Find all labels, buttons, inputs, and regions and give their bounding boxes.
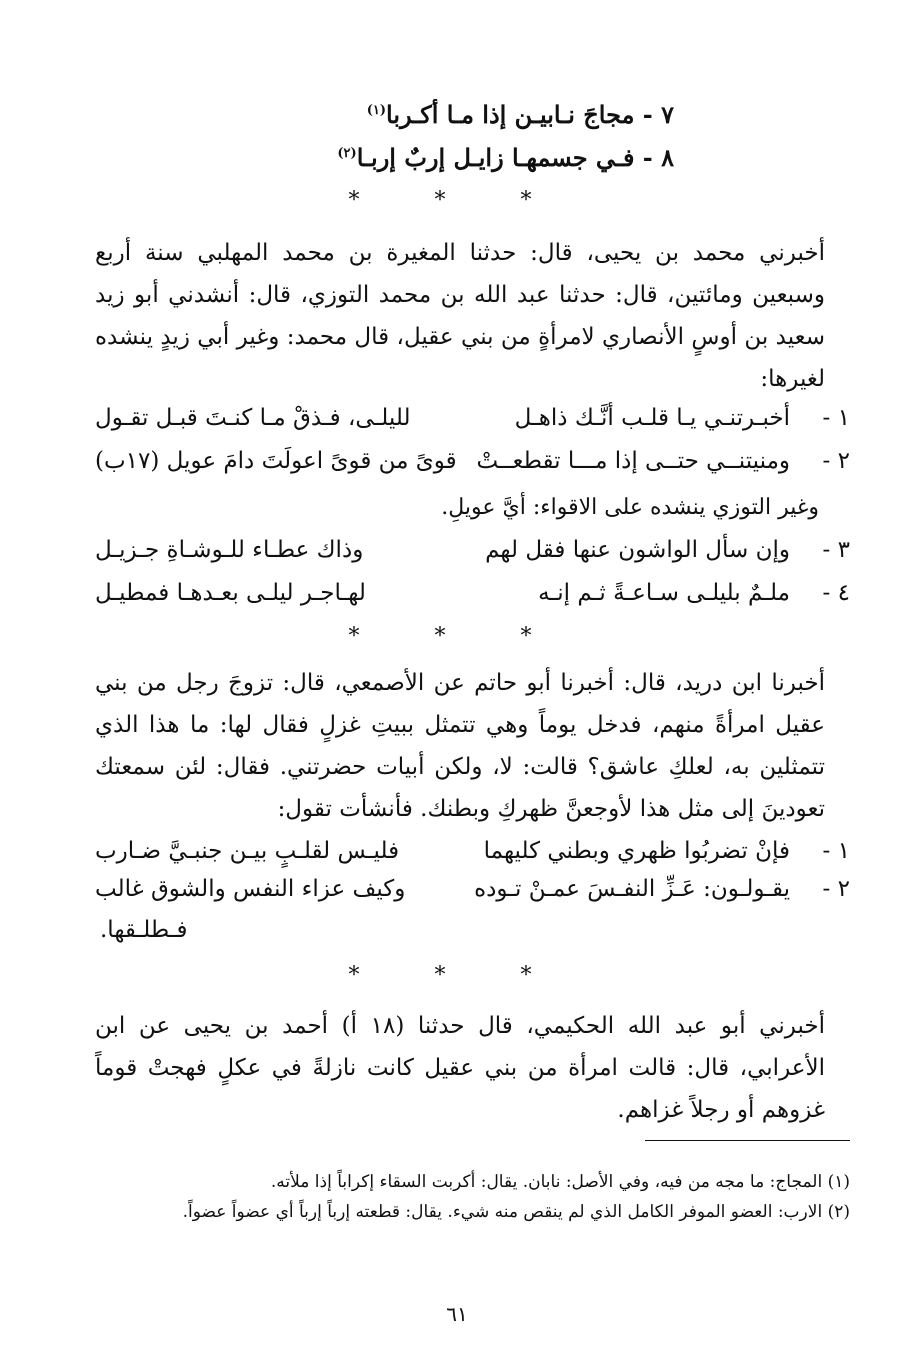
second-hemistich: فليـس لقلـبٍ بيـن جنبـيَّ ضـارب	[95, 838, 400, 864]
poem2-tail: فـطلـقها.	[100, 917, 188, 943]
second-hemistich: وذاك عطـاء للـوشـاةِ جـزيـل	[95, 537, 364, 563]
verse-text: فـي جسمهـا زايـل إربٌ إربـا	[356, 143, 635, 172]
footnote-ref: (١)	[366, 103, 387, 118]
verse-number: ٨ -	[642, 143, 674, 172]
first-hemistich: أخبـرتنـي يـا قلـب أنَّـك ذاهـل	[514, 405, 790, 431]
poem1-verse-2	[95, 448, 850, 488]
second-hemistich: لهـاجـر ليلـى بعـدهـا فمطيـل	[95, 580, 366, 606]
verse-text: مجاجَ نـابيـن إذا مـا أكـربا	[386, 100, 635, 129]
verse-number: ٣ -	[822, 537, 850, 563]
section-separator: * * *	[348, 624, 566, 649]
paragraph-3: أخبرني أبو عبد الله الحكيمي، قال حدثنا (١٨ أ) أحمد بن يحيى عن ابن الأعرابي، قال: قالت امرأة من بني عقيل كانت نازلةً في عكلٍ فهجتْ قوماً غزوهم أو رجلاً غزاهم.	[95, 1013, 825, 1123]
first-hemistich: وإن سأل الواشون عنها فقل لهم	[485, 537, 790, 563]
verse-number: ٢ -	[822, 876, 850, 902]
second-hemistich: وكيف عزاء النفس والشوق غالب	[95, 876, 406, 902]
section-separator: * * *	[348, 963, 566, 988]
verse-number: ٤ -	[822, 580, 850, 606]
footnote-ref: (٢)	[337, 146, 357, 161]
verse-number: ٢ -	[822, 448, 850, 474]
second-hemistich: لليلـى، فـذقْ مـا كنـتَ قبـل تقـول	[95, 405, 411, 431]
verse-7	[367, 95, 674, 131]
poem1-verse-3	[95, 537, 850, 577]
paragraph-2: أخبرنا ابن دريد، قال: أخبرنا أبو حاتم عن الأصمعي، قال: تزوجَ رجل من بني عقيل امرأةً منهم، فدخل يوماً وهي تتمثل ببيتِ غزلٍ فقال لها: ما هذا الذي تتمثلين به، لعلكِ عاشق؟ قالت: لا، ولكن أبيات حضرتني. فقال: لئن سمعتك تعودينَ إلى مثل هذا لأوجعنَّ ظهركِ وبطنك. فأنشأت تقول:	[95, 670, 825, 822]
verse-number: ٧ -	[642, 100, 674, 129]
section-separator: * * *	[348, 188, 566, 213]
verse-8	[337, 138, 674, 174]
page-number: ٦١	[446, 1302, 468, 1326]
footnote-2: (٢) الارب: العضو الموفر الكامل الذي لم ينقص منه شيء. يقال: قطعته إرباً إرباً أي عضواً عضواً.	[182, 1202, 850, 1222]
footnote-1: (١) المجاج: ما مجه من فيه، وفي الأصل: نابان. يقال: أكربت السقاء إكراباً إذا ملأته.	[270, 1172, 850, 1192]
poem1-verse-4	[95, 580, 850, 620]
second-hemistich: قوىً من قوىً اعولَتَ دامَ عويل (١٧ب)	[95, 448, 457, 474]
first-hemistich: ومنيتنــي حتــى إذا مـــا تقطعــتْ	[476, 448, 790, 474]
paragraph-1: أخبرني محمد بن يحيى، قال: حدثنا المغيرة بن محمد المهلبي سنة أربع وسبعين ومائتين، قال: حدثنا عبد الله بن محمد التوزي، قال: أنشدني أبو زيد سعيد بن أوسٍ الأنصاري لامرأةٍ من بني عقيل، قال محمد: وغير أبي زيدٍ ينشده لغيرها:	[95, 240, 825, 392]
poem2-verse-2	[95, 876, 850, 916]
first-hemistich: فإنْ تضربُوا ظهري وبطني كليهما	[483, 838, 790, 864]
poem1-note: وغير التوزي ينشده على الاقواء: أيَّ عويلِ.	[441, 495, 819, 520]
footnote-rule	[645, 1140, 850, 1141]
first-hemistich: ملـمٌ بليلـى سـاعـةً ثـم إنـه	[538, 580, 790, 606]
first-hemistich: يقـولـون: عَـزِّ النفـسَ عمـنْ تـوده	[474, 876, 790, 902]
verse-number: ١ -	[822, 838, 850, 864]
poem2-verse-1	[95, 838, 850, 878]
verse-number: ١ -	[822, 405, 850, 431]
poem1-verse-1	[95, 405, 850, 445]
